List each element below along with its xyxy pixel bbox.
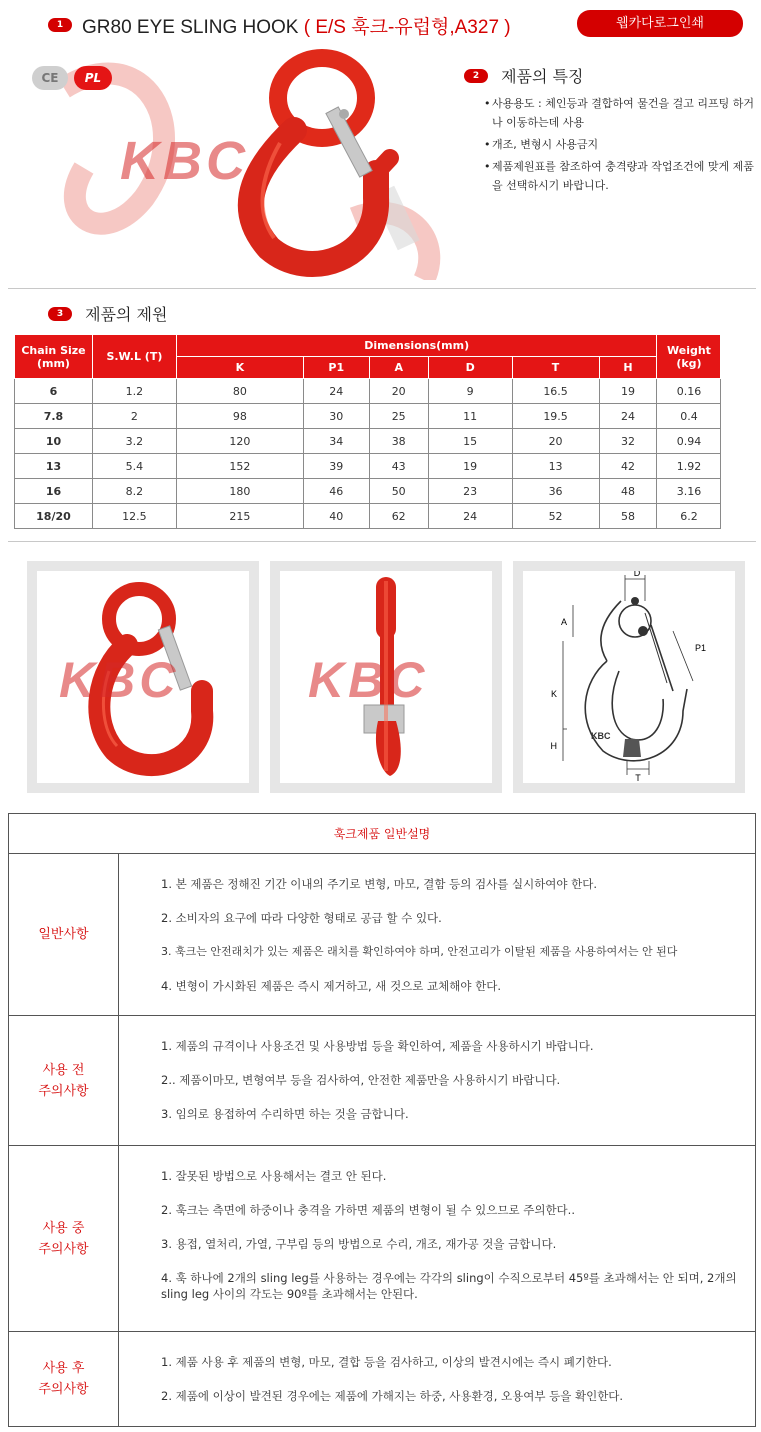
table-row: 18/20 12.5 215 40 62 24 52 58 6.2 (15, 504, 756, 529)
table-spacer (721, 335, 755, 379)
description-title: 훅크제품 일반설명 (9, 814, 755, 854)
section-number-badge: 1 (48, 18, 72, 32)
description-section-general (9, 854, 755, 1016)
header-weight: Weight (kg) (657, 335, 721, 379)
web-catalog-print-button[interactable]: 웹카다로그인쇄 (577, 10, 743, 37)
diagram-label-h: H (550, 741, 557, 751)
header-d: D (428, 357, 512, 379)
table-row: 6 1.2 80 24 20 9 16.5 19 0.16 (15, 379, 756, 404)
section-items (119, 1146, 755, 1331)
features-heading (464, 64, 583, 87)
diagram-brand-label: KBC (591, 731, 611, 741)
title-main: GR80 EYE SLING HOOK (82, 17, 299, 38)
description-section-before-use (9, 1016, 755, 1146)
feature-item: • 제품제원표를 참조하여 충격량과 작업조건에 맞게 제품을 선택하시기 바랍니다. (484, 157, 754, 195)
header-swl: S.W.L (T) (92, 335, 176, 379)
section-number-badge: 3 (48, 307, 72, 321)
table-row: 10 3.2 120 34 38 15 20 32 0.94 (15, 429, 756, 454)
list-item: 4. 변형이 가시화된 제품은 즉시 제거하고, 새 것으로 교체해야 한다. (161, 979, 502, 993)
section-label: 사용 중 주의사항 (9, 1146, 119, 1331)
page-title (82, 12, 511, 39)
diagram-label-d: D (633, 571, 641, 578)
diagram-label-p1: P1 (695, 643, 707, 653)
kbc-watermark: KBC (120, 131, 249, 191)
list-item: 2. 소비자의 요구에 따라 다양한 형태로 공급 할 수 있다. (161, 911, 442, 925)
list-item: 1. 잘못된 방법으로 사용해서는 결코 안 된다. (161, 1169, 387, 1183)
section-items (119, 854, 755, 1015)
header-h: H (599, 357, 657, 379)
section-label: 사용 전 주의사항 (9, 1016, 119, 1145)
general-description-table (8, 813, 756, 1427)
table-row: 13 5.4 152 39 43 19 13 42 1.92 (15, 454, 756, 479)
features-list (484, 94, 754, 198)
diagram-label-t: T (635, 773, 641, 783)
feature-item: • 사용용도 : 체인등과 결합하여 물건을 걸고 리프팅 하거나 이동하는데 사용 (484, 94, 754, 132)
section-label: 사용 후 주의사항 (9, 1332, 119, 1426)
list-item: 3. 훅크는 안전래치가 있는 제품은 래치를 확인하여야 하며, 안전고리가 이탈된 제품을 사용하여서는 안 된다 (161, 945, 678, 958)
kbc-watermark: KBC (308, 652, 429, 708)
hook-dimension-diagram (523, 571, 735, 783)
header (0, 8, 761, 42)
header-a: A (369, 357, 428, 379)
list-item: 4. 훅 하나에 2개의 sling leg를 사용하는 경우에는 각각의 sling이 수직으로부터 45º를 초과해서는 안 되며, 2개의 sling leg 사이의 각도는 90º를 초과해서는 안된다. (161, 1271, 737, 1301)
description-section-during-use (9, 1146, 755, 1332)
list-item: 3. 용접, 열처리, 가열, 구부림 등의 방법으로 수리, 개조, 재가공 것을 금합니다. (161, 1237, 557, 1251)
header-t: T (512, 357, 599, 379)
diagram-label-a: A (560, 617, 567, 627)
table-row: 16 8.2 180 46 50 23 36 48 3.16 (15, 479, 756, 504)
list-item: 2. 제품에 이상이 발견된 경우에는 제품에 가해지는 하중, 사용환경, 오용여부 등을 확인한다. (161, 1389, 624, 1403)
pl-certification-badge: PL (74, 66, 112, 90)
product-photo-front (27, 561, 259, 793)
product-dimension-diagram (513, 561, 745, 793)
section-items (119, 1016, 755, 1145)
divider (8, 288, 756, 289)
features-title: 제품의 특징 (501, 67, 584, 86)
hero-product-image (24, 48, 444, 280)
header-k: K (176, 357, 303, 379)
list-item: 3. 임의로 용접하여 수리하면 하는 것을 금합니다. (161, 1107, 409, 1121)
specs-heading (48, 302, 167, 325)
title-accent: ( E/S 훅크-유럽형,A327 ) (303, 17, 511, 38)
section-items (119, 1332, 755, 1426)
list-item: 1. 제품의 규격이나 사용조건 및 사용방법 등을 확인하여, 제품을 사용하시기 바랍니다. (161, 1039, 594, 1053)
header-p1: P1 (303, 357, 369, 379)
spec-table (14, 334, 755, 529)
feature-item: • 개조, 변형시 사용금지 (484, 135, 754, 154)
header-chain-size: Chain Size (mm) (15, 335, 93, 379)
diagram-label-k: K (550, 689, 557, 699)
section-label: 일반사항 (9, 854, 119, 1015)
list-item: 1. 본 제품은 정해진 기간 이내의 주기로 변형, 마모, 결함 등의 검사를 실시하여야 한다. (161, 877, 598, 891)
specs-title: 제품의 제원 (85, 305, 168, 324)
section-number-badge: 2 (464, 69, 488, 83)
table-row: 7.8 2 98 30 25 11 19.5 24 0.4 (15, 404, 756, 429)
description-section-after-use (9, 1332, 755, 1426)
list-item: 1. 제품 사용 후 제품의 변형, 마모, 결합 등을 검사하고, 이상의 발견시에는 즉시 폐기한다. (161, 1355, 612, 1369)
ce-certification-badge: CE (32, 66, 68, 90)
list-item: 2.. 제품이마모, 변형여부 등을 검사하여, 안전한 제품만을 사용하시기 바랍니다. (161, 1073, 561, 1087)
list-item: 2. 훅크는 측면에 하중이나 충격을 가하면 제품의 변형이 될 수 있으므로 주의한다.. (161, 1203, 575, 1217)
header-dimensions: Dimensions(mm) (176, 335, 657, 357)
kbc-watermark: KBC (59, 652, 180, 708)
divider (8, 541, 756, 542)
product-photo-side (270, 561, 502, 793)
